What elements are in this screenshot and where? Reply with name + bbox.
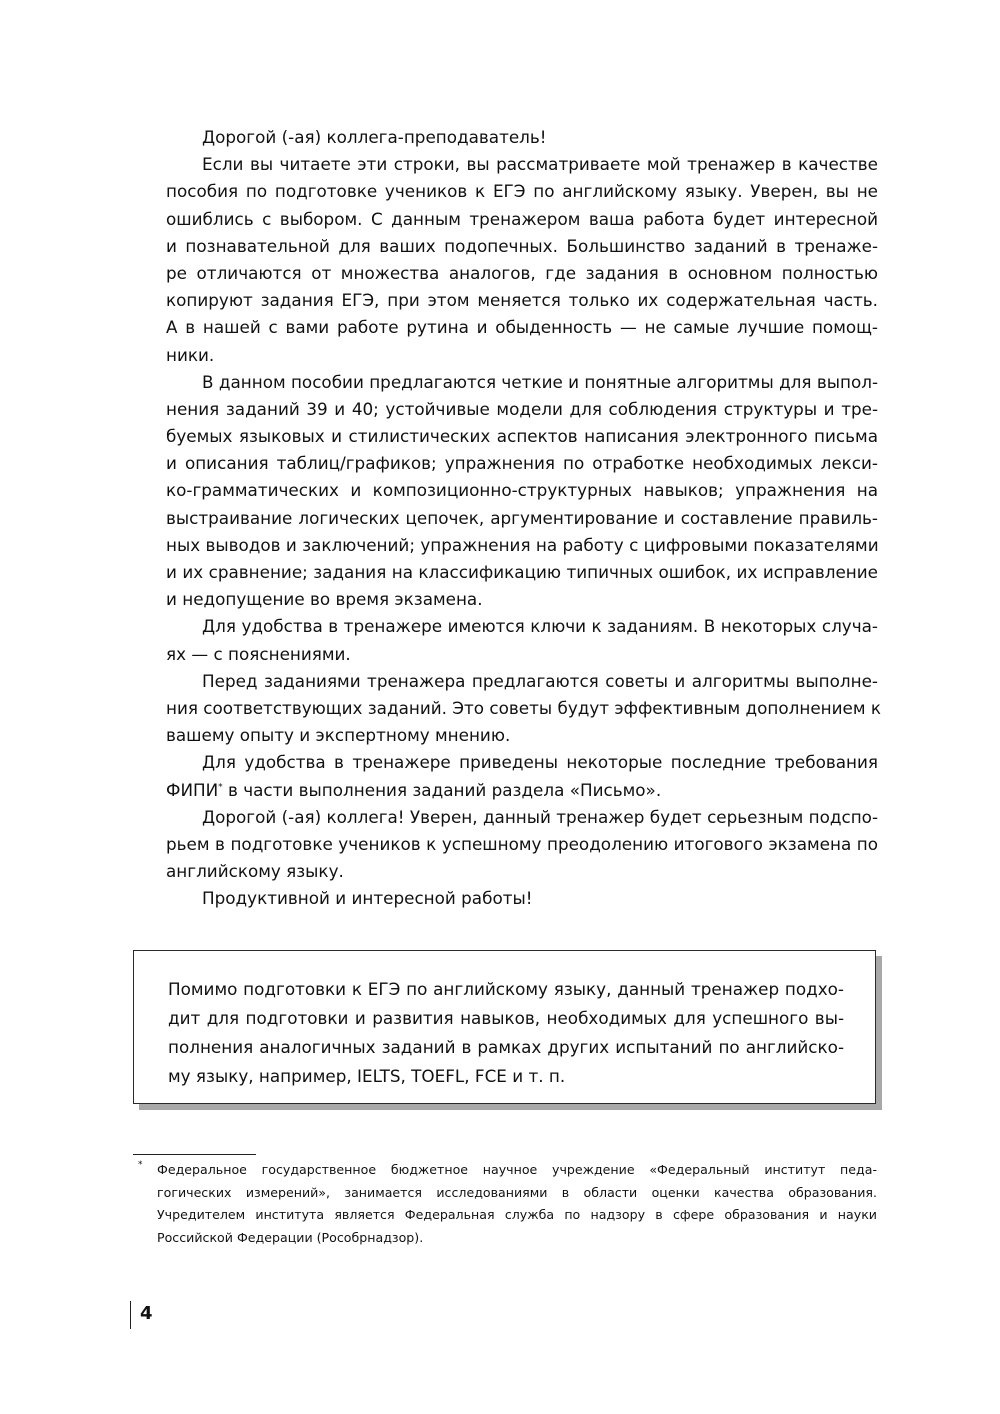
note-text [168, 975, 844, 1091]
text-line: Перед заданиями тренажера предлагаются советы и алгоритмы выполне- [202, 670, 878, 691]
note-line: дит для подготовки и развития навыков, необходимых для успешного вы- [168, 1008, 844, 1028]
page-number: 4 [140, 1303, 153, 1324]
text-line: и недопущение во время экзамена. [166, 589, 483, 610]
text-line: Дорогой (-ая) коллега! Уверен, данный тренажер будет серьезным подспо- [202, 806, 878, 827]
footnote-line: гогических измерений», занимается исследованиями в области оценки качества образования. [157, 1184, 877, 1200]
text-line: ях — с пояснениями. [166, 643, 351, 664]
text-line: и описания таблиц/графиков; упражнения по отработке необходимых лекси- [166, 453, 878, 474]
text-line: ошиблись с выбором. С данным тренажером ваша работа будет интересной [166, 208, 878, 229]
text-line: В данном пособии предлагаются четкие и понятные алгоритмы для выпол- [202, 371, 878, 392]
text-line: выстраивание логических цепочек, аргументирование и составление правиль- [166, 507, 878, 528]
footnote-line: Учредителем института является Федеральная служба по надзору в сфере образования и науки [157, 1207, 877, 1222]
text-line: нения заданий 39 и 40; устойчивые модели для соблюдения структуры и тре- [166, 398, 878, 419]
footnote-mark: * [138, 1160, 143, 1170]
text-line: и познавательной для ваших подопечных. Большинство заданий в тренаже- [166, 235, 878, 256]
note-line: полнения аналогичных заданий в рамках других испытаний по английско- [168, 1037, 844, 1057]
note-line: Помимо подготовки к ЕГЭ по английскому языку, данный тренажер подхо- [168, 979, 844, 999]
note-line: му языку, например, IELTS, TOEFL, FCE и т. п. [168, 1066, 566, 1086]
fipi-abbreviation: ФИПИ [166, 779, 219, 800]
text-line: ния соответствующих заданий. Это советы будут эффективным дополнением к [166, 697, 882, 718]
text-line: вашему опыту и экспертному мнению. [166, 725, 511, 746]
text-line: А в нашей с вами работе рутина и обыденность — не самые лучшие помощ- [166, 317, 878, 338]
text-line: английскому языку. [166, 861, 344, 882]
text-line: рьем в подготовке учеников к успешному преодолению итогового экзамена по [166, 833, 878, 854]
text-line [166, 777, 878, 804]
main-text [166, 124, 882, 912]
text-line: ко-грамматических и композиционно-структурных навыков; упражнения на [166, 480, 878, 501]
footnote-line: Российской Федерации (Рособрнадзор). [157, 1229, 424, 1245]
text-line-salutation: Дорогой (-ая) коллега-преподаватель! [202, 127, 547, 147]
text-line: и их сравнение; задания на классификацию типичных ошибок, их исправление [166, 562, 878, 582]
footnote-line: Федеральное государственное бюджетное научное учреждение «Федеральный институт педа- [157, 1162, 877, 1177]
text-line: ники. [166, 344, 215, 365]
note-box [133, 950, 876, 1104]
footnote-text [157, 1159, 877, 1249]
text-line: буемых языковых и стилистических аспектов написания электронного письма [166, 426, 878, 447]
text-line: пособия по подготовке учеников к ЕГЭ по английскому языку. Уверен, вы не [166, 181, 878, 202]
footnote-reference: * [218, 781, 223, 792]
text-line-closing: Продуктивной и интересной работы! [202, 888, 533, 909]
footnote-separator [133, 1154, 256, 1155]
page-number-bar [130, 1301, 131, 1329]
text-line-continuation: в части выполнения заданий раздела «Письмо». [222, 779, 662, 800]
text-line: ных выводов и заключений; упражнения на работу с цифровыми показателями [166, 534, 879, 555]
text-line: ре отличаются от множества аналогов, где задания в основном полностью [166, 262, 878, 283]
text-line: копируют задания ЕГЭ, при этом меняется только их содержательная часть. [166, 290, 878, 311]
text-line: Для удобства в тренажере приведены некоторые последние требования [202, 752, 878, 773]
text-line: Для удобства в тренажере имеются ключи к заданиям. В некоторых случа- [202, 616, 878, 637]
text-line: Если вы читаете эти строки, вы рассматриваете мой тренажер в качестве [202, 154, 878, 175]
